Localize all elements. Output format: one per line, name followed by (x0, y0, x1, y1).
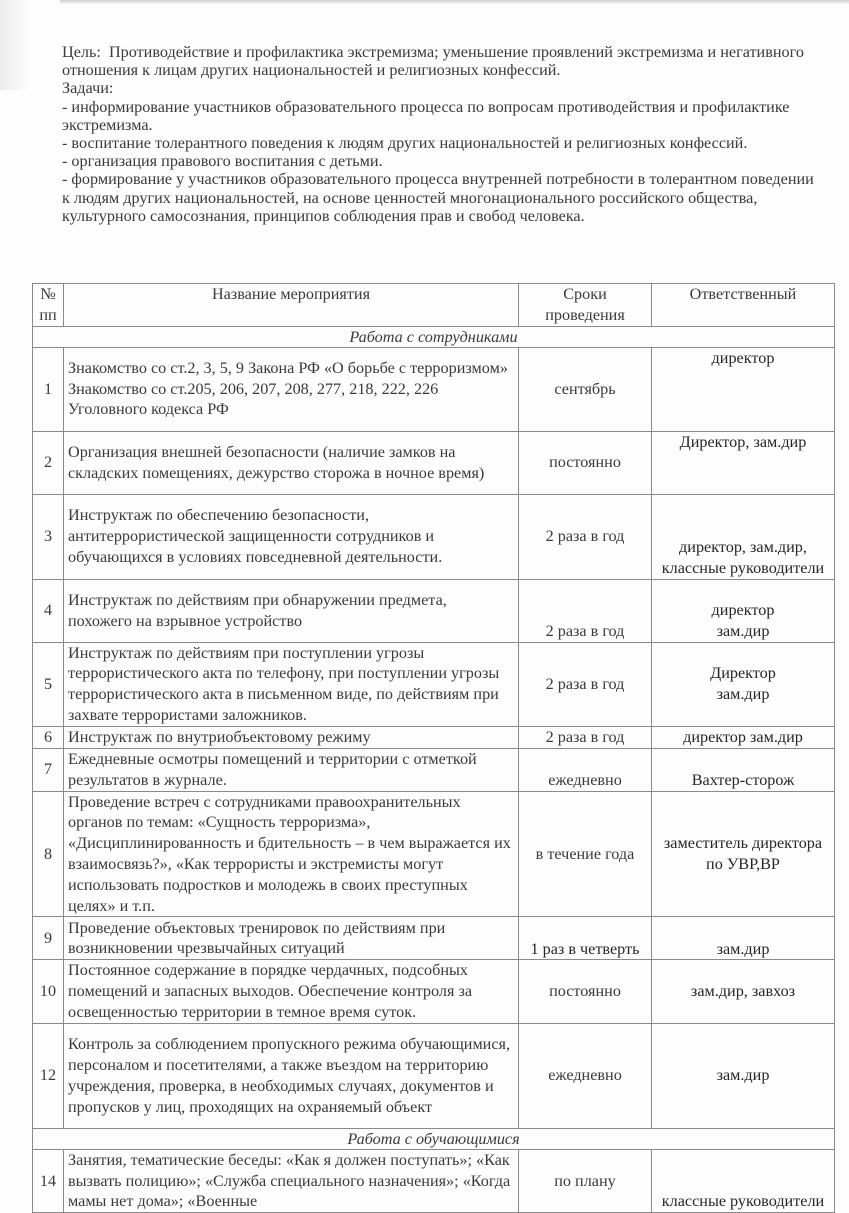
row-number: 3 (33, 494, 64, 579)
event-date: 2 раза в год (519, 642, 652, 726)
table-row (33, 1149, 835, 1212)
section-title: Работа с сотрудниками (33, 326, 835, 347)
row-number: 1 (33, 347, 64, 431)
event-responsible: классные руководители (652, 1149, 835, 1212)
event-name: Контроль за соблюдением пропускного режима обучающимися, персоналом и посетителями, а также въездом на территорию учреждения, проверка, в необходимых случаях, документов и пропусков у лиц, проходящих на охраняемый объект (64, 1023, 519, 1128)
event-name: Инструктаж по действиям при поступлении угрозы террористического акта по телефону, при поступлении угрозы террористического акта в письменном виде, по действиям при захвате террористами заложников. (64, 642, 519, 726)
event-date: по плану (519, 1149, 652, 1212)
table-row (33, 917, 835, 960)
event-name: Инструктаж по внутриобъектовому режиму (64, 726, 519, 748)
event-date: 2 раза в год (519, 494, 652, 579)
event-date: в течение года (519, 791, 652, 917)
event-name: Знакомство со ст.2, 3, 5, 9 Закона РФ «О борьбе с терроризмом» Знакомство со ст.205, 206, 207, 208, 277, 218, 222, 226 Уголовного кодекса РФ (64, 347, 519, 431)
event-responsible: директор зам.дир (652, 726, 835, 748)
header-responsible: Ответственный (652, 284, 835, 327)
table-row (33, 494, 835, 579)
event-name: Занятия, тематические беседы: «Как я должен поступать»; «Как вызвать полицию»; «Служба специального назначения»; «Когда мамы нет дома»; «Военные (64, 1149, 519, 1212)
header-date: Сроки проведения (519, 284, 652, 327)
row-number: 12 (33, 1023, 64, 1128)
table-row (33, 726, 835, 748)
row-number: 4 (33, 579, 64, 642)
event-responsible: зам.дир (652, 1023, 835, 1128)
intro-block (62, 43, 822, 225)
task-item: - воспитание толерантного поведения к людям других национальностей и религиозных конфессий. (62, 134, 748, 153)
scan-shadow (0, 0, 30, 90)
event-responsible: директор зам.дир (652, 579, 835, 642)
table-row (33, 579, 835, 642)
event-date: постоянно (519, 431, 652, 494)
goal-label: Цель: (62, 43, 101, 61)
goal-text: Противодействие и профилактика экстремизма; уменьшение проявлений экстремизма и негативного отношения к лицам других национальностей и религиозных конфессий. (62, 43, 804, 80)
section-row (33, 326, 835, 347)
event-responsible: зам.дир (652, 917, 835, 960)
section-row (33, 1128, 835, 1149)
goal-paragraph (62, 43, 822, 79)
event-responsible: директор, зам.дир, классные руководители (652, 494, 835, 579)
table-row (33, 960, 835, 1023)
row-number: 8 (33, 791, 64, 917)
row-number: 2 (33, 431, 64, 494)
event-name: Ежедневные осмотры помещений и территории с отметкой результатов в журнале. (64, 748, 519, 791)
header-num: № пп (33, 284, 64, 327)
event-date: ежедневно (519, 1023, 652, 1128)
event-name: Постоянное содержание в порядке чердачных, подсобных помещений и запасных выходов. Обеспечение контроля за освещенностью территории в темное время суток. (64, 960, 519, 1023)
table-row (33, 642, 835, 726)
event-name: Инструктаж по действиям при обнаружении предмета, похожего на взрывное устройство (64, 579, 519, 642)
task-item: - организация правового воспитания с детьми. (62, 152, 383, 171)
header-name: Название мероприятия (64, 284, 519, 327)
event-name: Проведение встреч с сотрудниками правоохранительных органов по темам: «Сущность терроризма», «Дисциплинированность и бдительность – в чем выражается их взаимосвязь?», «Как террористы и экстремисты могут использовать подростков и молодежь в своих преступных целях» и т.п. (64, 791, 519, 917)
table-row (33, 347, 835, 431)
section-title: Работа с обучающимися (33, 1128, 835, 1149)
events-table (32, 283, 835, 1213)
event-date: постоянно (519, 960, 652, 1023)
event-name: Проведение объектовых тренировок по действиям при возникновении чрезвычайных ситуаций (64, 917, 519, 960)
table-row (33, 748, 835, 791)
event-date: ежедневно (519, 748, 652, 791)
event-date: 2 раза в год (519, 726, 652, 748)
event-date: сентябрь (519, 347, 652, 431)
event-responsible: Вахтер-сторож (652, 748, 835, 791)
row-number: 6 (33, 726, 64, 748)
event-name: Инструктаж по обеспечению безопасности, антитеррористической защищенности сотрудников и обучающихся в условиях повседневной деятельности. (64, 494, 519, 579)
event-date: 2 раза в год (519, 579, 652, 642)
event-responsible: Директор зам.дир (652, 642, 835, 726)
table-header-row (33, 284, 835, 327)
row-number: 9 (33, 917, 64, 960)
row-number: 7 (33, 748, 64, 791)
row-number: 14 (33, 1149, 64, 1212)
task-item: - информирование участников образовательного процесса по вопросам противодействия и профилактике экстремизма. (62, 97, 790, 134)
event-responsible: заместитель директора по УВР,ВР (652, 791, 835, 917)
scan-edge (60, 0, 849, 4)
table-row (33, 791, 835, 917)
row-number: 10 (33, 960, 64, 1023)
event-responsible: Директор, зам.дир (652, 431, 835, 494)
event-name: Организация внешней безопасности (наличие замков на складских помещениях, дежурство сторожа в ночное время) (64, 431, 519, 494)
event-date: 1 раз в четверть (519, 917, 652, 960)
task-item: - формирование у участников образовательного процесса внутренней потребности в толерантном поведении к людям других национальностей, на основе ценностей многонационального российского общества, культурного самосознания, принципов соблюдения прав и свобод человека. (62, 170, 814, 225)
table-row (33, 1023, 835, 1128)
tasks-label: Задачи: (62, 79, 114, 98)
event-responsible: директор (652, 347, 835, 431)
row-number: 5 (33, 642, 64, 726)
table-row (33, 431, 835, 494)
event-responsible: зам.дир, завхоз (652, 960, 835, 1023)
